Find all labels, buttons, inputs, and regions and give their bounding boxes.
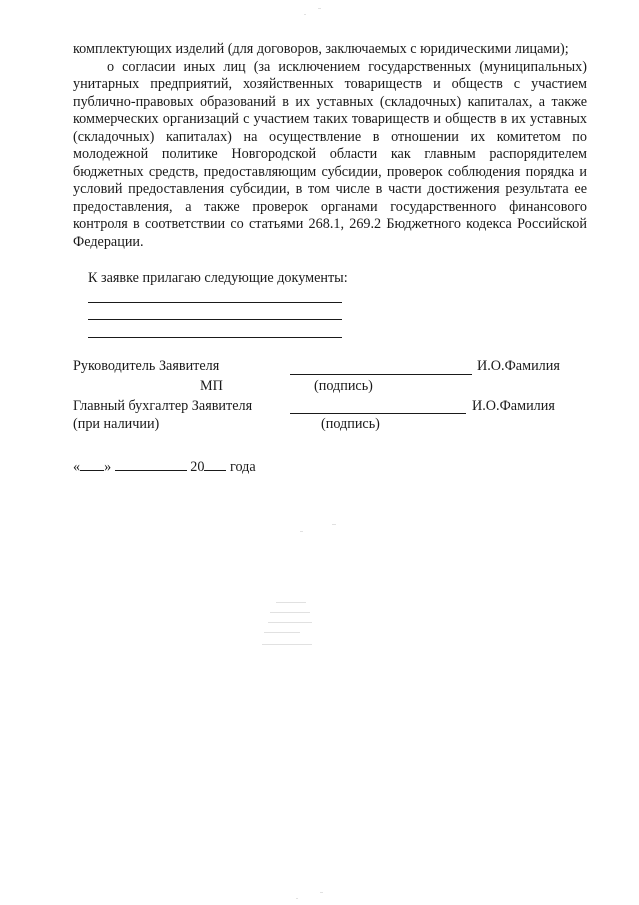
signature-caption-1: (подпись): [314, 378, 373, 394]
attachment-line-1: [88, 302, 342, 303]
date-open-quote: «: [73, 459, 81, 475]
day-blank: [80, 458, 104, 471]
attachments-label: К заявке прилагаю следующие документы:: [88, 270, 348, 286]
attachment-line-3: [88, 337, 342, 338]
stamp-label: МП: [200, 378, 223, 394]
attachment-line-2: [88, 319, 342, 320]
accountant-note: (при наличии): [73, 416, 160, 432]
paragraph-continuation: комплектующих изделий (для договоров, заключаемых с юридическими лицами);: [73, 41, 569, 57]
head-label: Руководитель Заявителя: [73, 358, 220, 374]
date-line: [73, 458, 256, 476]
accountant-signature-line: [290, 413, 466, 414]
signature-caption-2: (подпись): [321, 416, 380, 432]
accountant-label: Главный бухгалтер Заявителя: [73, 398, 253, 414]
paragraph-consent: о согласии иных лиц (за исключением государственных (муниципальных) унитарных предприятий, хозяйственных товариществ и обществ с участием публично-правовых образований в их уставных (складочных) капиталах, а также коммерческих организаций с участием таких товариществ и обществ в их уставных (складочных) капиталах) на осуществление в отношении их комитетом по молодежной политике Новгородской области как главным распорядителем бюджетных средств, предоставляющим субсидии, проверок соблюдения порядка и условий предоставления субсидии, в том числе в части достижения результата ее предоставления, а также проверок органами государственного финансового контроля в соответствии со статьями 268.1, 269.2 Бюджетного кодекса Российской Федерации.: [73, 58, 587, 250]
body-text: [73, 41, 587, 251]
head-signature-line: [290, 374, 472, 375]
accountant-name: И.О.Фамилия: [472, 398, 555, 414]
month-blank: [115, 458, 187, 471]
year-blank: [204, 458, 226, 471]
head-name: И.О.Фамилия: [477, 358, 560, 374]
date-close-quote: »: [104, 459, 112, 475]
year-suffix: года: [230, 459, 256, 475]
year-prefix: 20: [190, 459, 205, 475]
